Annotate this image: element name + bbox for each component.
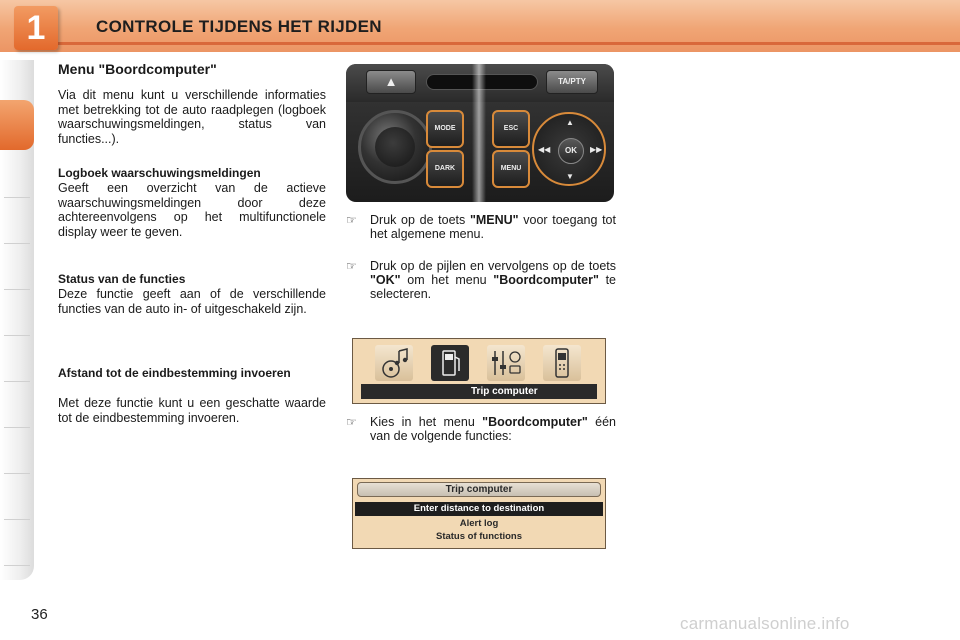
side-tab[interactable] — [4, 338, 30, 382]
side-tab[interactable] — [4, 430, 30, 474]
menu-button[interactable]: MENU — [492, 150, 530, 188]
instruction-arrows-ok: ☞ Druk op de pijlen en vervolgens op de toets "OK" om het menu "Boordcomputer" te selecteren. — [346, 259, 616, 301]
display-trip-computer-menu — [352, 478, 606, 549]
media-icon — [375, 345, 413, 381]
menu-item-status-functions[interactable]: Status of functions — [435, 531, 523, 542]
navigation-pad[interactable] — [532, 112, 606, 186]
ok-button[interactable]: OK — [558, 138, 584, 164]
page-number: 36 — [31, 606, 48, 623]
instruction-menu: ☞ Druk op de toets "MENU" voor toegang tot het algemene menu. — [346, 213, 616, 241]
pointer-icon: ☞ — [346, 213, 357, 227]
trip-computer-icon — [431, 345, 469, 381]
volume-knob[interactable] — [358, 110, 432, 184]
eject-button[interactable]: ▲ — [366, 70, 416, 94]
trip-computer-title: Trip computer — [357, 482, 601, 497]
audio-control-panel — [346, 64, 614, 202]
side-tab[interactable] — [4, 522, 30, 566]
chapter-number: 1 — [26, 9, 46, 47]
selected-menu-label: Trip computer — [361, 384, 597, 399]
paragraph-status-functions: Deze functie geeft aan of de verschillende functies van de auto in- of uitgeschakeld zijn. — [58, 287, 326, 316]
subheading-status-functions: Status van de functies — [58, 272, 186, 286]
side-tab[interactable] — [4, 246, 30, 290]
paragraph-alert-log: Geeft een overzicht van de actieve waarschuwingsmeldingen door deze achtereenvolgens op het multifunctionele display weer te geven. — [58, 181, 326, 239]
settings-icon — [487, 345, 525, 381]
menu-item-alert-log[interactable]: Alert log — [459, 518, 499, 529]
mode-button[interactable]: MODE — [426, 110, 464, 148]
page-title: CONTROLE TIJDENS HET RIJDEN — [96, 17, 382, 36]
display-main-menu — [352, 338, 606, 404]
arrow-up-icon[interactable]: ▲ — [566, 118, 574, 127]
esc-button[interactable]: ESC — [492, 110, 530, 148]
chapter-tab-rail — [0, 60, 34, 580]
pointer-icon: ☞ — [346, 259, 357, 273]
chapter-tab — [14, 6, 58, 50]
side-tab[interactable] — [4, 476, 30, 520]
subheading-alert-log: Logboek waarschuwingsmeldingen — [58, 166, 261, 180]
pointer-icon: ☞ — [346, 415, 357, 429]
arrow-left-icon[interactable]: ◀◀ — [538, 145, 551, 154]
menu-item-enter-distance[interactable]: Enter distance to destination — [355, 502, 603, 516]
section-title: Menu "Boordcomputer" — [58, 61, 217, 77]
ta-pty-button[interactable]: TA/PTY — [546, 70, 598, 94]
subheading-distance-destination: Afstand tot de eindbestemming invoeren — [58, 366, 291, 380]
header-rule — [58, 42, 960, 45]
side-tab[interactable] — [4, 200, 30, 244]
arrow-down-icon[interactable]: ▼ — [566, 172, 574, 181]
dark-button[interactable]: DARK — [426, 150, 464, 188]
volume-knob-center — [375, 127, 415, 167]
instruction-choose-function: ☞ Kies in het menu "Boordcomputer" één van de volgende functies: — [346, 415, 616, 443]
side-tab-active[interactable] — [0, 100, 34, 150]
watermark: carmanualsonline.info — [680, 614, 850, 633]
side-tab[interactable] — [4, 292, 30, 336]
side-tab[interactable] — [4, 384, 30, 428]
intro-paragraph: Via dit menu kunt u verschillende informaties met betrekking tot de auto raadplegen (logboek waarschuwingsmeldingen, status van functies...). — [58, 88, 326, 146]
arrow-right-icon[interactable]: ▶▶ — [590, 145, 603, 154]
light-reflection — [472, 64, 486, 202]
side-tab[interactable] — [4, 154, 30, 198]
paragraph-distance-destination: Met deze functie kunt u een geschatte waarde tot de eindbestemming invoeren. — [58, 396, 326, 425]
phone-icon — [543, 345, 581, 381]
